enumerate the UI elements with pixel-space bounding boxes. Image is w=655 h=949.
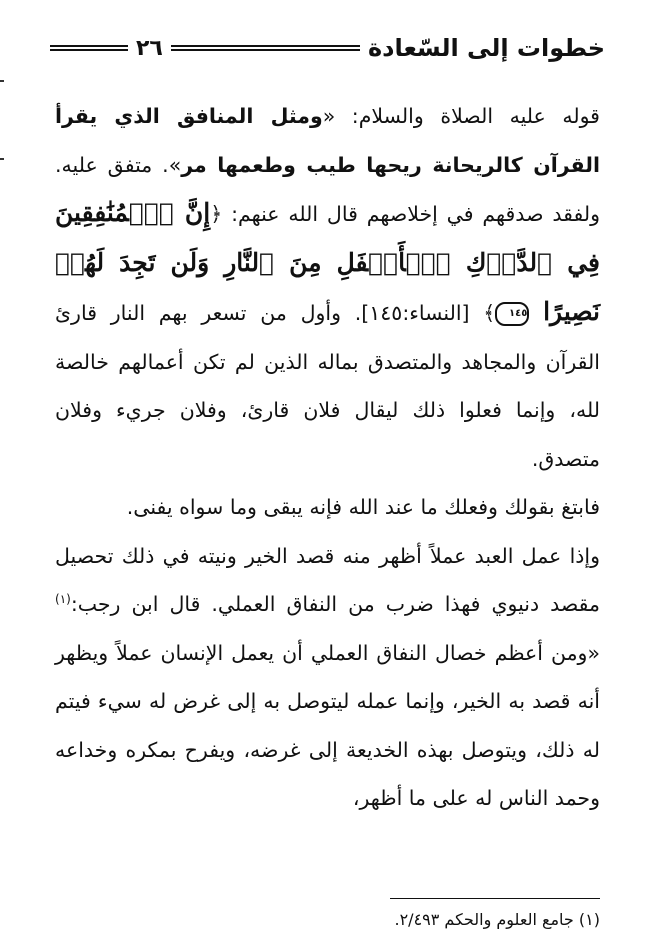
verse-close-bracket: ﴾	[483, 301, 496, 325]
running-header	[50, 28, 605, 68]
main-text	[55, 92, 600, 823]
header-rule-short	[50, 45, 128, 51]
page-number: ٢٦	[136, 35, 163, 61]
paragraph-2: فابتغ بقولك وفعلك ما عند الله فإنه يبقى وما سواه يفنى.	[126, 495, 600, 519]
quran-verse: إِنَّ ٱلۡمُنَٰفِقِينَ فِي ٱلدَّرۡكِ ٱلۡأَسۡفَلِ مِنَ ٱلنَّارِ وَلَن تَجِدَ لَهُمۡ نَصِيرًا	[55, 198, 600, 326]
ibn-rajab-quote: «ومن أعظم خصال النفاق العملي أن يعمل الإنسان عملاً ويظهر أنه قصد به الخير، وإنما عمله ليتوصل به إلى غرض له سيء فيتم له ذلك، ويتوصل بهذه الخديعة إلى غرضه، ويفرح بمكره وخداعه وحمد الناس له على ما أظهر،	[55, 640, 600, 810]
paragraph-1	[55, 92, 600, 483]
scan-edge-mark-middle	[0, 158, 4, 160]
verse-reference: [النساء:١٤٥]	[361, 301, 470, 325]
hadith-text: ومثل المنافق الذي يقرأ القرآن كالريحانة ريحها طيب وطعمها مر	[55, 104, 601, 177]
footnote-marker: (١)	[55, 592, 71, 607]
footnote: (١) جامع العلوم والحكم ٢/٤٩٣.	[394, 910, 600, 929]
verse-number-medallion: ١٤٥	[495, 302, 529, 326]
footnote-separator	[390, 898, 600, 899]
header-rule-long	[171, 45, 360, 51]
paragraph-3	[55, 532, 600, 823]
header-title: خطوات إلى السّعادة	[368, 34, 605, 62]
hadith-after: ». متفق عليه. ولفقد صدقهم في إخلاصهم قال الله عنهم: ﴿	[55, 152, 600, 226]
paragraph-1-rest: . وأول من تسعر بهم النار قارئ القرآن والمجاهد والمتصدق بماله الذين لم تكن أعمالهم خالصة لله، وإنما فعلوا ذلك ليقال فلان قارئ، وفلان جريء وفلان متصدق.	[55, 301, 600, 471]
scan-edge-mark-top	[0, 80, 4, 82]
paragraph-3-main: وإذا عمل العبد عملاً أظهر منه قصد الخير ونيته في ذلك تحصيل مقصد دنيوي فهذا ضرب من النفاق العملي. قال ابن رجب:	[55, 543, 600, 616]
hadith-intro: قوله عليه الصلاة والسلام: «	[322, 104, 600, 128]
